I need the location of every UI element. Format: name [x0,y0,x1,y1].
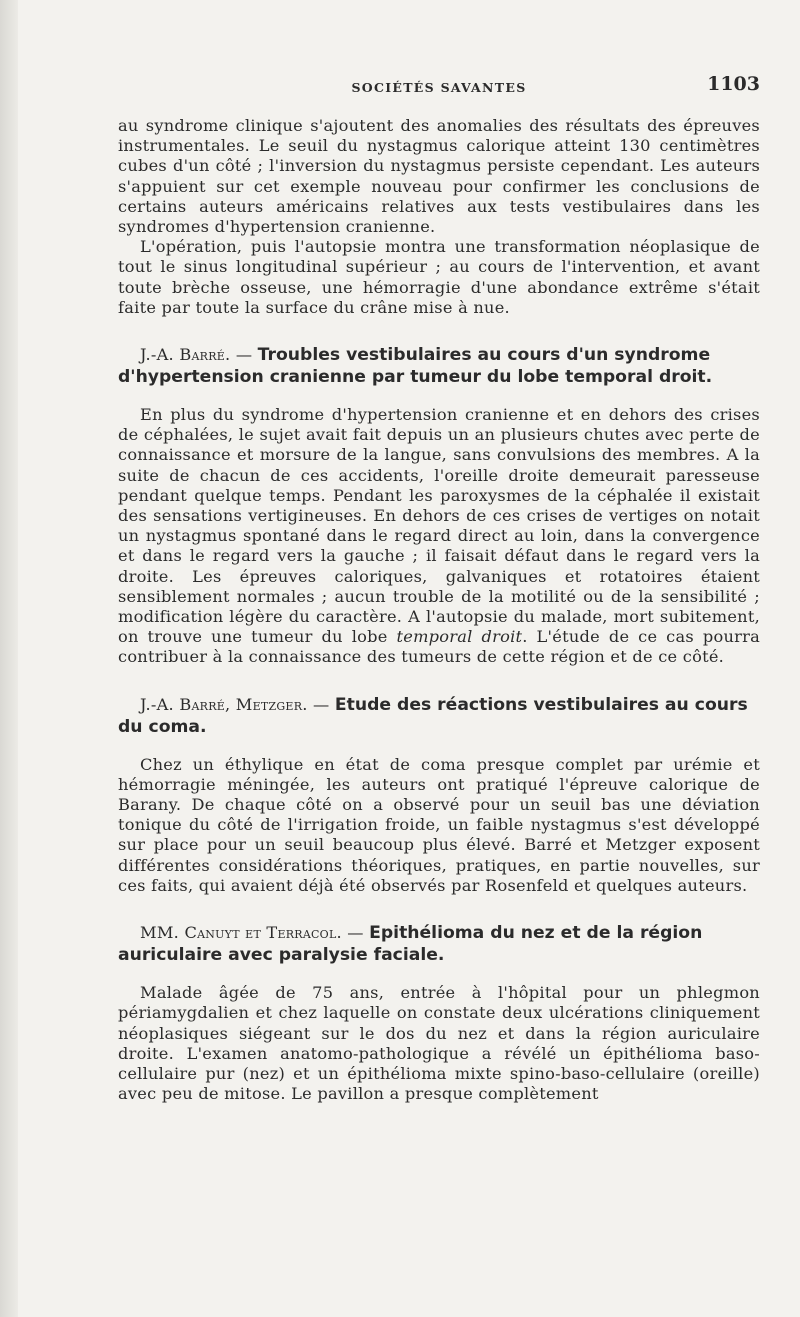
abstract-body-emphasis: temporal droit [396,627,523,647]
abstract-heading [118,694,760,738]
abstract-body: Chez un éthylique en état de coma presque complet par urémie et hémorragie méningée, les auteurs ont pratiqué l'épreuve calorique de Barany. De chaque côté on a observé pour un seuil bas une déviation tonique du côté de l'irrigation froide, un faible nystagmus s'est développé sur place pour un seuil beaucoup plus élevé. Barré et Metzger exposent différentes considérations théoriques, pratiques, en partie nouvelles, sur ces faits, qui avaient déjà été observés par Rosenfeld et quelques auteurs. [118,754,760,895]
scan-margin [0,0,18,1317]
abstract-heading [118,344,760,388]
abstract-body [118,405,760,668]
heading-separator: — [230,345,258,365]
continuation-paragraph: au syndrome clinique s'ajoutent des anomalies des résultats des épreuves instrumentales. Le seuil du nystagmus calorique atteint 130 centimètres cubes d'un côté ; l'inversion du nystagmus persiste cependant. Les auteurs s'appuient sur cet exemple nouveau pour confirmer les conclusions de certains auteurs américains relatives aux tests vestibulaires dans les syndromes d'hypertension cranienne. [118,116,760,237]
abstract-authors: J.-A. Barré. [140,345,231,365]
abstract-body: Malade âgée de 75 ans, entrée à l'hôpital pour un phlegmon périamygdalien et chez laquelle on constate deux ulcérations cliniquement néoplasiques siégeant sur le dos du nez et dans la région auriculaire droite. L'examen anatomo-pathologique a révélé un épithélioma baso-cellulaire pur (nez) et un épithélioma mixte spino-baso-cellulaire (oreille) avec peu de mitose. Le pavillon a presque complètement [118,983,760,1104]
document-page [118,72,760,1104]
abstract-title: Etude des réactions vestibulaires au cours du coma. [118,694,748,737]
abstract-body-text: En plus du syndrome d'hypertension cranienne et en dehors des crises de céphalées, le sujet avait fait depuis un an plusieurs chutes avec perte de connaissance et morsure de la langue, sans convulsions des membres. A la suite de chacun de ces accidents, l'oreille droite demeurait paresseuse pendant quelque temps. Pendant les paroxysmes de la céphalée il existait des sensations vertigineuses. En dehors de ces crises de vertiges on notait un nystagmus spontané dans le regard direct au loin, dans la convergence et dans le regard vers la gauche ; il faisait défaut dans le regard vers la droite. Les épreuves caloriques, galvaniques et rotatoires étaient sensiblement normales ; aucun trouble de la motilité ou de la sensibilité ; modification légère du caractère. A l'autopsie du malade, mort subitement, on trouve une tumeur du lobe [118,405,760,647]
heading-separator: — [307,694,335,714]
continuation-paragraph: L'opération, puis l'autopsie montra une transformation néoplasique de tout le sinus longitudinal supérieur ; au cours de l'intervention, et avant toute brèche osseuse, une hémorragie d'une abondance extrême s'était faite par toute la surface du crâne mise à nue. [118,237,760,317]
abstract-prefix: MM. [140,923,185,943]
page-header [118,72,760,102]
abstract-title: Epithélioma du nez et de la région auriculaire avec paralysie faciale. [118,923,703,966]
heading-separator: — [341,923,370,943]
abstract-body-text: . L'étude de ce cas pourra contribuer à la connaissance des tumeurs de cette région et de ce côté. [118,627,761,667]
abstract-authors: J.-A. Barré, Metzger. [140,694,308,714]
abstract-authors: Canuyt et Terracol. [184,923,342,943]
abstract-title: Troubles vestibulaires au cours d'un syndrome d'hypertension cranienne par tumeur du lobe temporal droit. [118,345,713,388]
running-title: SOCIÉTÉS SAVANTES [351,80,527,95]
abstract-heading [118,922,760,966]
page-number: 1103 [707,73,760,95]
